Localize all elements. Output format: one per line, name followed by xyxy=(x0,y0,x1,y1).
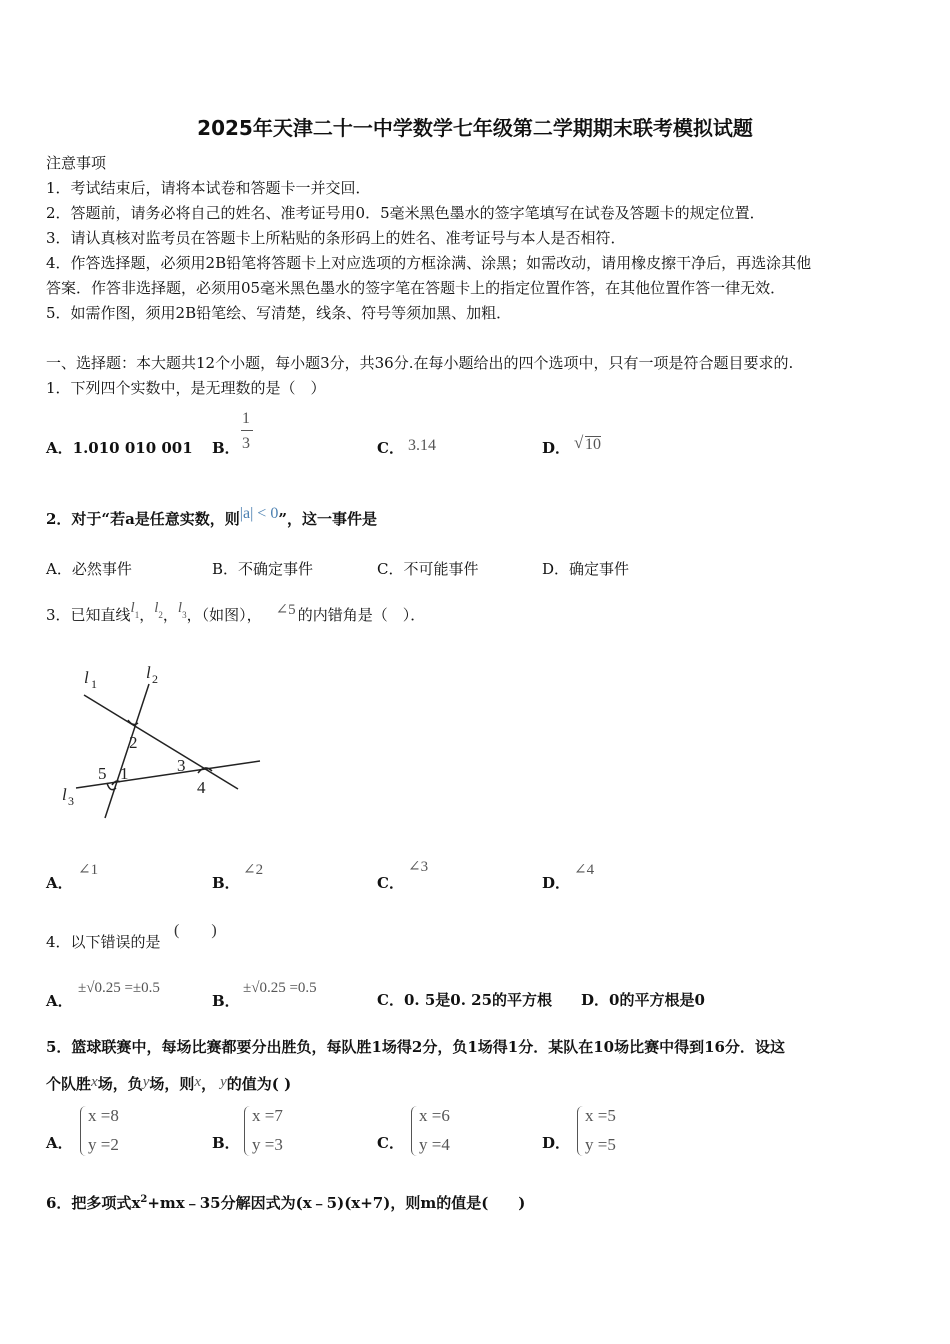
fig-label-3: 3 xyxy=(177,756,186,775)
q3-option-b-label: B． xyxy=(212,874,240,892)
q4-option-b-label: B． xyxy=(212,992,240,1010)
q3-option-c: ∠3 xyxy=(408,859,429,875)
q3-l3-sub: 3 xyxy=(182,610,187,620)
fraction-bar xyxy=(241,430,253,431)
notice-item: 5．如需作图，须用2B铅笔绘、写清楚，线条、符号等须加黑、加粗． xyxy=(46,304,512,322)
q5-stem-part: 的值为( ) xyxy=(226,1075,292,1093)
notice-heading: 注意事项 xyxy=(46,154,107,172)
q5-stem-part: 个队胜 xyxy=(46,1075,92,1093)
fig-l2-sub: 2 xyxy=(152,672,158,686)
notice-item: 3．请认真核对监考员在答题卡上所粘贴的条形码上的姓名、准考证号与本人是否相符． xyxy=(46,229,626,247)
question-1-stem: 1．下列四个实数中，是无理数的是（ ） xyxy=(46,379,326,397)
q3-l1-sub: 1 xyxy=(134,610,140,620)
q3-stem-pre: 3．已知直线 xyxy=(46,606,131,624)
q5-stem-part: ， xyxy=(201,1075,217,1093)
q5-y-ref: y xyxy=(220,1074,227,1090)
q4-option-b: ±√0.25 =0.5 xyxy=(243,980,317,996)
fig-label-4: 4 xyxy=(197,778,206,797)
q3-option-c-label: C． xyxy=(377,874,404,892)
fig-label-2: 2 xyxy=(129,733,138,752)
geometry-figure xyxy=(50,655,280,830)
q3-l2: l xyxy=(154,600,159,616)
q4-option-a: ±√0.25 =±0.5 xyxy=(78,980,160,996)
q1-option-d-value: 10 xyxy=(585,436,601,453)
question-5-stem-line2 xyxy=(46,1073,291,1094)
q2-option-a: A．必然事件 xyxy=(46,560,132,578)
q2-option-c: C．不可能事件 xyxy=(377,560,479,578)
fig-l2: l xyxy=(146,663,151,682)
q2-stem-post: ”，这一事件是 xyxy=(278,510,377,528)
q3-l3: l xyxy=(177,600,183,616)
q3-l2-sub: 2 xyxy=(158,610,163,620)
fig-l1-sub: 1 xyxy=(91,677,97,691)
notice-item: 2．答题前，请务必将自己的姓名、准考证号用0．5毫米黑色墨水的签字笔填写在试卷及答题卡的规定位置． xyxy=(46,204,765,222)
q5-option-b-eq2: y =3 xyxy=(252,1135,283,1154)
question-2-stem xyxy=(46,505,377,529)
q1-option-c-label: C． xyxy=(377,439,404,457)
q5-option-d-eq1: x =5 xyxy=(585,1106,616,1125)
q5-x: x xyxy=(91,1074,98,1090)
q5-option-d-eq2: y =5 xyxy=(585,1135,616,1154)
q5-option-a-eq2: y =2 xyxy=(88,1135,119,1154)
q3-option-d: ∠4 xyxy=(574,862,595,878)
q6-superscript: 2 xyxy=(140,1194,148,1205)
q5-x-ref: x xyxy=(194,1074,202,1090)
notice-item: 4．作答选择题，必须用2B铅笔将答题卡上对应选项的方框涂满、涂黑；如需改动，请用橡皮擦干净后，再选涂其他 xyxy=(46,254,812,272)
notice-item: 1．考试结束后，请将本试卷和答题卡一并交回． xyxy=(46,179,371,197)
q5-option-b-label: B． xyxy=(212,1134,240,1152)
q2-stem-pre: 2．对于“若a是任意实数，则 xyxy=(46,510,240,528)
fig-l3: l xyxy=(62,785,67,804)
notice-item: 答案．作答非选择题，必须用05毫米黑色墨水的签字笔在答题卡上的指定位置作答，在其他位置作答一律无效． xyxy=(46,279,786,297)
q5-option-c-eq2: y =4 xyxy=(419,1135,450,1154)
q5-option-c-eq1: x =6 xyxy=(419,1106,450,1125)
q5-stem-part: 场，则 xyxy=(149,1075,195,1093)
q3-option-a: ∠1 xyxy=(78,862,99,878)
q5-stem-part: 场，负 xyxy=(97,1075,143,1093)
q2-stem-math: |a| < 0 xyxy=(239,505,279,522)
q5-y: y xyxy=(142,1074,150,1090)
q4-paren: ( ) xyxy=(174,922,217,939)
q1-option-c-value: 3.14 xyxy=(408,437,436,454)
q5-option-c-label: C． xyxy=(377,1134,404,1152)
q3-option-d-label: D． xyxy=(542,874,571,892)
q5-option-d-label: D． xyxy=(542,1134,571,1152)
q2-option-b: B．不确定事件 xyxy=(212,560,314,578)
q3-stem-mid: ，（如图）， xyxy=(186,606,262,624)
q3-option-b: ∠2 xyxy=(243,862,264,878)
q3-l1: l xyxy=(130,600,135,616)
q4-option-d: D．0的平方根是0 xyxy=(581,991,705,1009)
q6-stem-post: +mx﹣35分解因式为(x﹣5)(x+7)，则m的值是( ) xyxy=(147,1194,526,1212)
q5-option-a-label: A． xyxy=(46,1134,73,1152)
q1-option-b-label: B． xyxy=(212,439,240,457)
q3-option-a-label: A． xyxy=(46,874,73,892)
q4-option-c: C．0. 5是0. 25的平方根 xyxy=(377,991,553,1009)
fig-l3-sub: 3 xyxy=(68,794,74,808)
q4-option-a-label: A． xyxy=(46,992,73,1010)
question-4-stem: 4．以下错误的是 xyxy=(46,933,161,951)
q1-option-d-label: D． xyxy=(542,439,571,457)
q1-option-a: A．1.010 010 001 xyxy=(46,439,193,457)
question-5-stem-line1: 5．篮球联赛中，每场比赛都要分出胜负，每队胜1场得2分，负1场得1分．某队在10场比赛中得到16分．设这 xyxy=(46,1038,785,1056)
page-title: 2025年天津二十一中学数学七年级第二学期期末联考模拟试题 xyxy=(197,116,753,140)
q1-option-b-denominator: 3 xyxy=(242,435,250,452)
q2-option-d: D．确定事件 xyxy=(542,560,630,578)
q3-stem-post: 的内错角是（ ）． xyxy=(297,606,426,624)
question-6-stem xyxy=(46,1192,525,1213)
q3-angle: ∠5 xyxy=(275,602,296,618)
question-3-stem: 3．已知直线$l_1$，$l_2$，$l_3$，（如图）， ∠5 的内错角是（ ）． xyxy=(46,600,426,624)
fig-label-1: 1 xyxy=(120,764,129,783)
q5-option-a-eq1: x =8 xyxy=(88,1106,119,1125)
q6-stem-pre: 6．把多项式x xyxy=(46,1194,141,1212)
line-l2 xyxy=(105,684,149,818)
sqrt-symbol-icon: √ xyxy=(574,433,584,452)
fig-l1: l xyxy=(84,668,89,687)
q1-option-b-numerator: 1 xyxy=(242,410,250,427)
q5-option-b-eq1: x =7 xyxy=(252,1106,283,1125)
fig-label-5: 5 xyxy=(98,764,107,783)
section-heading: 一、选择题：本大题共12个小题，每小题3分，共36分.在每小题给出的四个选项中，只有一项是符合题目要求的. xyxy=(46,354,794,372)
